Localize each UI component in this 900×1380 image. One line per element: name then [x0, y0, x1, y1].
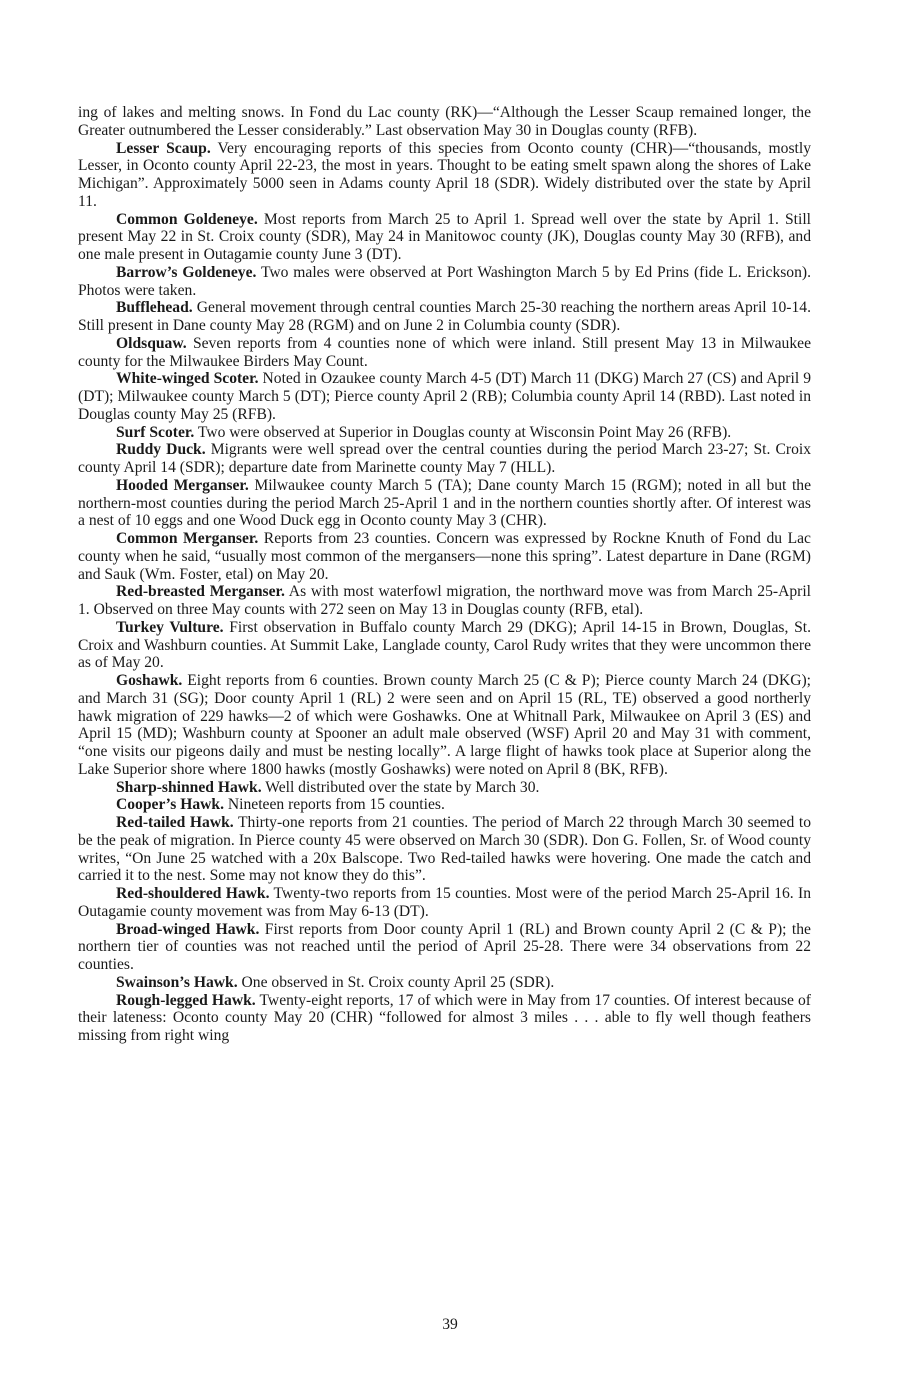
species-name: Surf Scoter. — [116, 423, 195, 441]
species-account: Migrants were well spread over the central counties during the period March 23-27; St. Croix county April 14 (SDR); departure date from Marinette county May 7 (HLL). — [78, 441, 812, 476]
species-entry — [78, 335, 811, 371]
species-account: One observed in St. Croix county April 25 (SDR). — [237, 973, 555, 991]
species-entry — [78, 140, 811, 211]
species-entry — [78, 796, 811, 814]
species-name: White-winged Scoter. — [116, 370, 259, 388]
species-account: Nineteen reports from 15 counties. — [224, 796, 445, 814]
species-account: General movement through central counties March 25-30 reaching the northern areas April 10-14. Still present in Dane county May 28 (RGM) and on June 2 in Columbia county (SDR). — [78, 299, 811, 334]
species-name: Lesser Scaup. — [116, 139, 211, 157]
species-name: Sharp-shinned Hawk. — [116, 778, 262, 796]
species-account: Two males were observed at Port Washington March 5 by Ed Prins (fide L. Erickson). Photos were taken. — [78, 263, 811, 299]
species-name: Ruddy Duck. — [116, 441, 206, 459]
species-name: Common Goldeneye. — [116, 210, 258, 228]
species-name: Hooded Merganser. — [116, 476, 249, 494]
species-account: Two were observed at Superior in Douglas county at Wisconsin Point May 26 (RFB). — [194, 423, 732, 441]
species-name: Barrow’s Goldeneye. — [116, 263, 257, 281]
page-number: 39 — [442, 1316, 458, 1333]
species-name: Oldsquaw. — [116, 334, 187, 352]
species-entry — [78, 921, 811, 974]
species-entry — [78, 264, 811, 300]
species-entry — [78, 424, 811, 442]
species-entry — [78, 583, 811, 619]
species-account: Noted in Ozaukee county March 4-5 (DT) March 11 (DKG) March 27 (CS) and April 9 (DT); Milwaukee county March 5 (DT); Pierce county April 2 (RB); Columbia county April 14 (RBD). Last noted in Douglas county May 25 (RFB). — [78, 370, 811, 423]
species-name: Goshawk. — [116, 672, 183, 689]
species-account: Milwaukee county March 5 (TA); Dane county March 15 (RGM); noted in all but the northern-most counties during the period March 25-April 1 and in the northern counties shortly after. Of interest was a nest of 10 eggs and one Wood Duck egg in Oconto county May 3 (CHR). — [78, 476, 811, 530]
species-entry — [78, 672, 811, 779]
species-entry — [78, 814, 811, 885]
species-entry — [78, 370, 811, 423]
species-name: Rough-legged Hawk. — [116, 991, 256, 1009]
species-entry — [78, 779, 811, 797]
species-account: Well distributed over the state by March 30. — [261, 778, 540, 796]
species-entry — [78, 441, 811, 477]
species-account: Very encouraging reports of this species from Oconto county (CHR)—“thousands, mostly Lesser, in Oconto county April 22-23, the most in years. Thought to be eating smelt spawn along the shores of Lake Michigan”. Approximately 5000 seen in Adams county April 18 (SDR). Widely distributed over the state by April 11. — [78, 139, 811, 210]
species-account: First observation in Buffalo county March 29 (DKG); April 14-15 in Brown, Douglas, St. Croix and Washburn counties. At Summit Lake, Langlade county, Carol Rudy writes that they were uncommon there as of May 20. — [78, 618, 811, 672]
species-account: Thirty-one reports from 21 counties. The period of March 22 through March 30 seemed to be the peak of migration. In Pierce county 45 were observed on March 30 (SDR). Don G. Follen, Sr. of Wood county writes, “On June 25 watched with a 20x Balscope. Two Red-tailed hawks were hovering. One made the catch and carried it to the nest. Some may not know they do this”. — [78, 814, 811, 885]
species-account: Reports from 23 counties. Concern was expressed by Rockne Knuth of Fond du Lac county when he said, “usually most common of the mergansers—none this spring”. Latest departure in Dane (RGM) and Sauk (Wm. Foster, etal) on May 20. — [78, 530, 811, 583]
species-name: Cooper’s Hawk. — [116, 796, 224, 814]
article-body — [78, 104, 811, 1045]
species-account: As with most waterfowl migration, the northward move was from March 25-April 1. Observed on three May counts with 272 seen on May 13 in Douglas county (RFB, etal). — [78, 583, 811, 618]
continuation-paragraph: ing of lakes and melting snows. In Fond du Lac county (RK)—“Although the Lesser Scaup remained longer, the Greater outnumbered the Lesser considerably.” Last observation May 30 in Douglas county (RFB). — [78, 104, 811, 139]
species-account: Seven reports from 4 counties none of which were inland. Still present May 13 in Milwaukee county for the Milwaukee Birders May Count. — [78, 334, 811, 370]
species-entry — [78, 530, 811, 583]
species-name: Bufflehead. — [116, 299, 193, 317]
species-name: Red-breasted Merganser. — [116, 583, 285, 601]
species-entry — [78, 299, 811, 335]
species-entry — [78, 992, 811, 1045]
species-name: Red-shouldered Hawk. — [116, 885, 270, 902]
species-account: Twenty-eight reports, 17 of which were in May from 17 counties. Of interest because of their lateness: Oconto county May 20 (CHR) “followed for almost 3 miles . . . able to fly well though feathers missing from right wing — [78, 991, 811, 1044]
species-name: Broad-winged Hawk. — [116, 920, 260, 938]
species-entry — [78, 885, 811, 921]
species-entry — [78, 477, 811, 530]
species-account: Eight reports from 6 counties. Brown county March 25 (C & P); Pierce county March 24 (DKG); and March 31 (SG); Door county April 1 (RL) 2 were seen and on April 15 (RL, TE) observed a good northerly hawk migration of 229 hawks—2 of which were Goshawks. One at Whitnall Park, Milwaukee on April 3 (ES) and April 15 (MD); Washburn county at Spooner an adult male observed (WSF) April 20 and May 31 with comment, “one visits our pigeons daily and must be nesting locally”. A large flight of hawks took place at Superior along the Lake Superior shore where 1800 hawks (mostly Goshawks) were noted on April 8 (BK, RFB). — [78, 672, 811, 778]
species-name: Turkey Vulture. — [116, 618, 224, 636]
species-name: Common Merganser. — [116, 530, 259, 547]
species-account: Twenty-two reports from 15 counties. Most were of the period March 25-April 16. In Outagamie county movement was from May 6-13 (DT). — [78, 885, 811, 920]
species-entry — [78, 211, 811, 264]
species-account: Most reports from March 25 to April 1. Spread well over the state by April 1. Still present May 22 in St. Croix county (SDR), May 24 in Manitowoc county (JK), Douglas county May 30 (RFB), and one male present in Outagamie county June 3 (DT). — [78, 210, 812, 263]
species-name: Swainson’s Hawk. — [116, 973, 238, 991]
species-entries — [78, 140, 811, 1045]
species-entry — [78, 974, 811, 992]
species-account: First reports from Door county April 1 (RL) and Brown county April 2 (C & P); the northern tier of counties was not reached until the period of April 25-28. There were 34 observations from 22 counties. — [78, 920, 811, 973]
species-entry — [78, 619, 811, 672]
species-name: Red-tailed Hawk. — [116, 814, 234, 831]
